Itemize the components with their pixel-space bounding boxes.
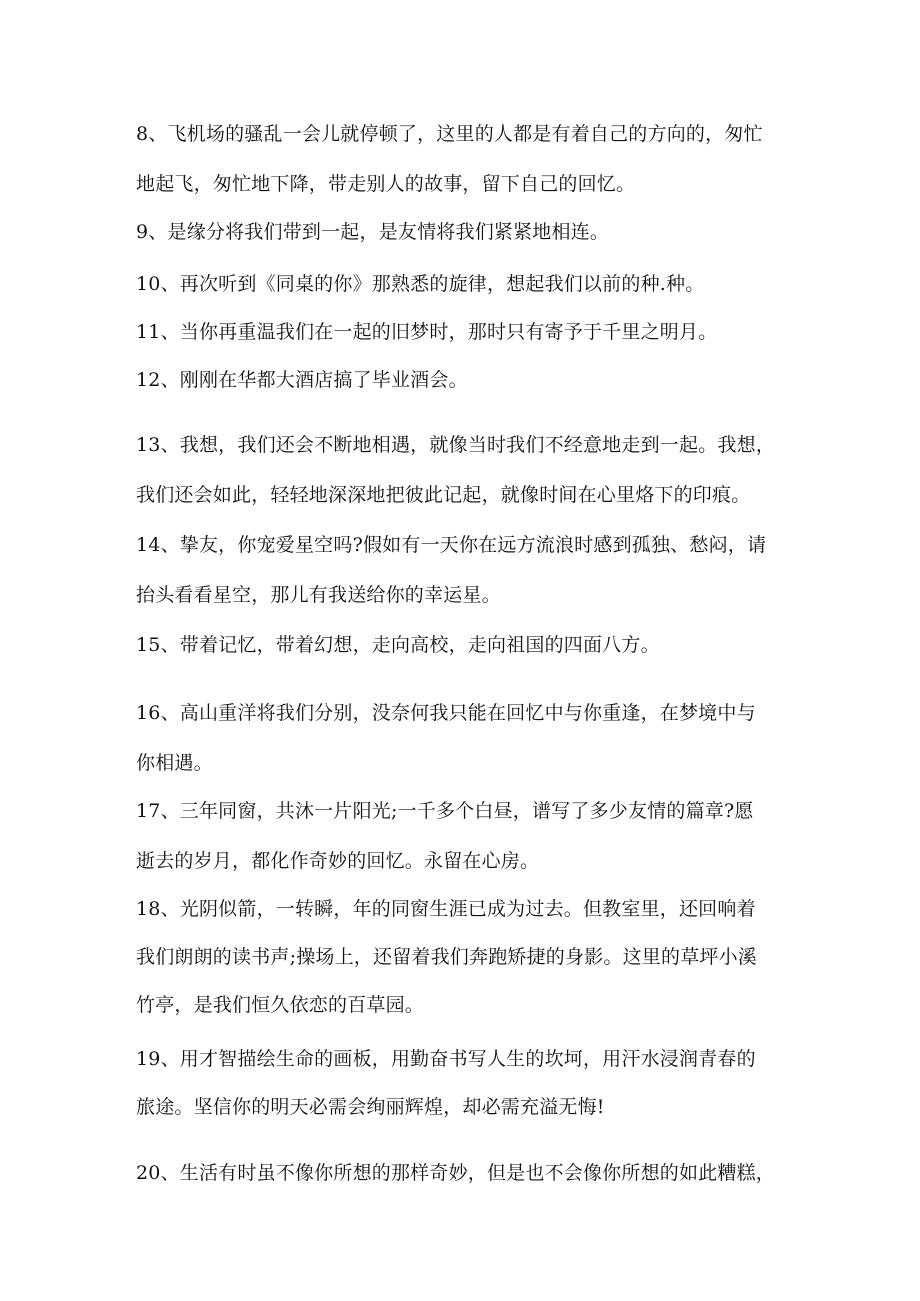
text-line: 17、三年同窗，共沐一片阳光;一千多个白昼，谱写了多少友情的篇章?愿	[136, 800, 754, 822]
text-line: 9、是缘分将我们带到一起，是友情将我们紧紧地相连。	[136, 221, 610, 243]
text-line: 13、我想，我们还会不断地相遇，就像当时我们不经意地走到一起。我想，	[136, 434, 775, 456]
text-line: 14、挚友，你宠爱星空吗?假如有一天你在远方流浪时感到孤独、愁闷，请	[136, 534, 767, 556]
text-line: 19、用才智描绘生命的画板，用勤奋书写人生的坎坷，用汗水浸润青春的	[136, 1048, 756, 1070]
text-line: 12、刚刚在华都大酒店搞了毕业酒会。	[136, 369, 468, 391]
text-line: 15、带着记忆，带着幻想，走向高校，走向祖国的四面八方。	[136, 634, 660, 656]
text-line: 11、当你再重温我们在一起的旧梦时，那时只有寄予于千里之明月。	[136, 321, 718, 343]
text-line: 8、飞机场的骚乱一会儿就停顿了，这里的人都是有着自己的方向的，匆忙	[136, 123, 763, 145]
text-line: 逝去的岁月，都化作奇妙的回忆。永留在心房。	[136, 850, 540, 872]
text-line: 我们还会如此，轻轻地深深地把彼此记起，就像时间在心里烙下的印痕。	[136, 484, 751, 506]
text-line: 竹亭，是我们恒久依恋的百草园。	[136, 994, 425, 1016]
text-line: 抬头看看星空，那儿有我送给你的幸运星。	[136, 584, 501, 606]
text-line: 10、再次听到《同桌的你》那熟悉的旋律，想起我们以前的种.种。	[136, 273, 705, 295]
text-line: 旅途。坚信你的明天必需会绚丽辉煌，却必需充溢无悔!	[136, 1096, 605, 1118]
text-line: 16、高山重洋将我们分别，没奈何我只能在回忆中与你重逢，在梦境中与	[136, 702, 756, 724]
text-line: 我们朗朗的读书声;操场上，还留着我们奔跑矫捷的身影。这里的草坪小溪	[136, 946, 758, 968]
text-line: 你相遇。	[136, 752, 213, 774]
text-line: 20、生活有时虽不像你所想的那样奇妙，但是也不会像你所想的如此糟糕，	[136, 1162, 775, 1184]
text-line: 18、光阴似箭，一转瞬，年的同窗生涯已成为过去。但教室里，还回响着	[136, 898, 756, 920]
text-line: 地起飞，匆忙地下降，带走别人的故事，留下自己的回忆。	[136, 173, 636, 195]
